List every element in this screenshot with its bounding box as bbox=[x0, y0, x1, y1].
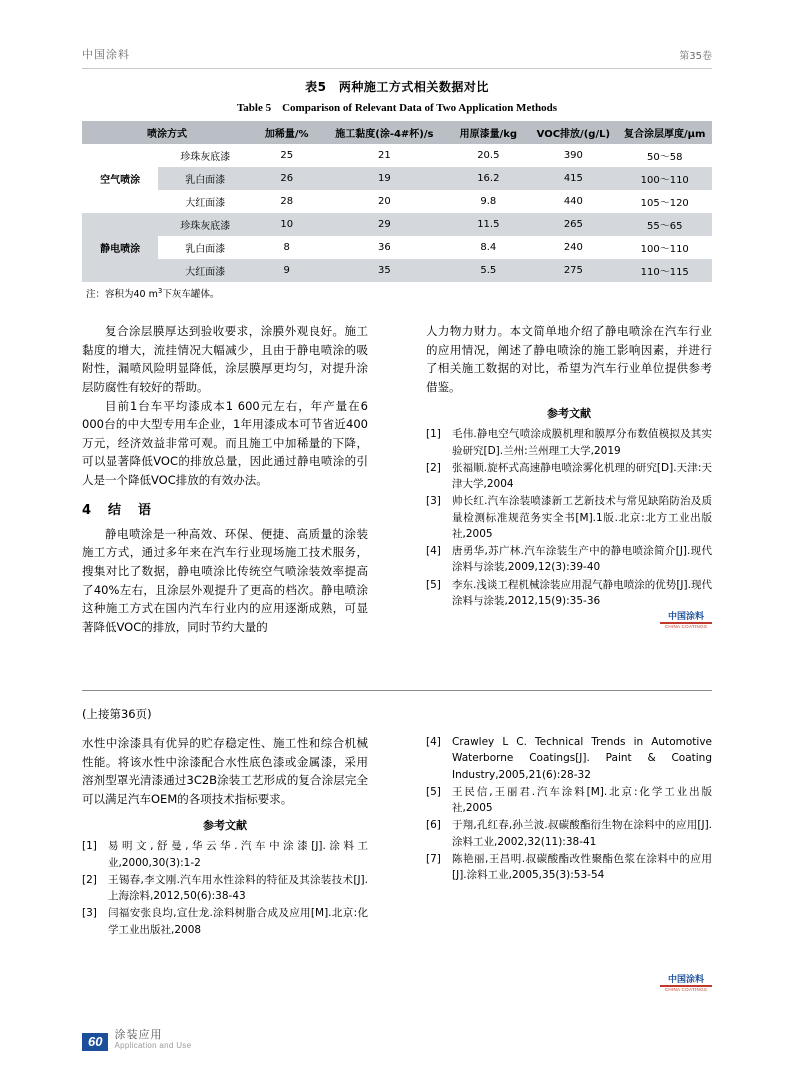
row-name: 大红面漆 bbox=[158, 190, 252, 213]
cell-dilution: 8 bbox=[252, 236, 321, 259]
reference-number: [6] bbox=[426, 819, 441, 832]
reference-text: 王锡春,李文刚.汽车用水性涂料的特征及其涂装技术[J].上海涂料,2012,50(6):38-43 bbox=[108, 873, 368, 903]
references-heading: 参考文献 bbox=[203, 818, 247, 832]
logo-text-cn: 中国涂料 bbox=[667, 975, 704, 985]
reference-number: [2] bbox=[426, 461, 441, 474]
cell-dilution: 25 bbox=[252, 144, 321, 167]
reference-item bbox=[426, 577, 712, 610]
reference-number: [2] bbox=[82, 873, 97, 886]
china-coatings-logo bbox=[660, 612, 712, 632]
references-heading: 参考文献 bbox=[547, 406, 591, 420]
table-row bbox=[82, 190, 712, 213]
logo-text-en: CHINA COATINGS bbox=[664, 624, 708, 629]
cell-voc: 265 bbox=[529, 213, 617, 236]
paragraph: 复合涂层膜厚达到验收要求，涂膜外观良好。施工黏度的增大，流挂情况大幅减少，且由于静电喷涂的吸附性，漏喷风险明显降低，涂层膜厚更均匀，对提升涂层防腐性有较好的帮助。 bbox=[82, 324, 368, 394]
cell-voc: 440 bbox=[529, 190, 617, 213]
cell-viscosity: 21 bbox=[321, 144, 447, 167]
reference-number: [5] bbox=[426, 785, 441, 798]
reference-text: 唐勇华,苏广林.汽车涂装生产中的静电喷涂简介[J].现代涂料与涂装,2009,12(3):39-40 bbox=[452, 545, 712, 574]
reference-item bbox=[426, 426, 712, 459]
cell-viscosity: 20 bbox=[321, 190, 447, 213]
row-name: 珍珠灰底漆 bbox=[158, 213, 252, 236]
reference-number: [3] bbox=[426, 495, 441, 508]
reference-item bbox=[426, 734, 712, 783]
reference-text: 帅长红.汽车涂装喷漆新工艺新技术与常见缺陷防治及质量检测标准规范务实全书[M].1版.北京:北方工业出版社,2005 bbox=[452, 495, 712, 540]
cell-viscosity: 29 bbox=[321, 213, 447, 236]
table-row bbox=[82, 167, 712, 190]
col-header-viscosity: 施工黏度(涂-4#杯)/s bbox=[321, 121, 447, 144]
reference-item bbox=[426, 460, 712, 493]
reference-text: 李东.浅谈工程机械涂装应用混气静电喷涂的优势[J].现代涂料与涂装,2012,15(9):35-36 bbox=[452, 578, 712, 607]
section-heading: 4 结 语 bbox=[82, 502, 154, 518]
reference-number: [3] bbox=[82, 907, 97, 920]
cell-paint: 9.8 bbox=[447, 190, 529, 213]
reference-item bbox=[426, 851, 712, 884]
logo-text-cn: 中国涂料 bbox=[667, 612, 704, 622]
row-name: 乳白面漆 bbox=[158, 167, 252, 190]
reference-text: 闫福安张良均,宣仕龙.涂料树脂合成及应用[M].北京:化学工业出版社,2008 bbox=[108, 907, 368, 936]
reference-text: 陈艳丽,王昌明.叔碳酸酯改性聚酯色浆在涂料中的应用[J].涂料工业,2005,35(3):53-54 bbox=[452, 852, 712, 882]
reference-number: [1] bbox=[426, 428, 441, 441]
section-divider bbox=[82, 690, 712, 691]
cell-voc: 275 bbox=[529, 259, 617, 282]
cell-voc: 240 bbox=[529, 236, 617, 259]
table-row bbox=[82, 213, 712, 236]
volume-label: 第35卷 bbox=[679, 51, 712, 62]
cell-thickness: 100～110 bbox=[617, 236, 712, 259]
reference-list bbox=[426, 426, 712, 609]
cell-paint: 16.2 bbox=[447, 167, 529, 190]
cell-paint: 5.5 bbox=[447, 259, 529, 282]
reference-item bbox=[426, 493, 712, 542]
cell-dilution: 28 bbox=[252, 190, 321, 213]
cell-voc: 415 bbox=[529, 167, 617, 190]
row-group-air: 空气喷涂 bbox=[82, 144, 158, 213]
cell-paint: 20.5 bbox=[447, 144, 529, 167]
cell-paint: 11.5 bbox=[447, 213, 529, 236]
reference-text: 毛伟.静电空气喷涂成膜机理和膜厚分布数值模拟及其实验研究[D].兰州:兰州理工大学,2019 bbox=[452, 428, 712, 457]
footer-section-label bbox=[114, 1028, 191, 1051]
reference-text: Crawley L C. Technical Trends in Automotive Waterborne Coatings[J]. Paint & Coating Industry,2005,21(6):28-32 bbox=[452, 736, 712, 781]
footer-label-en: Application and Use bbox=[114, 1041, 192, 1050]
table-row bbox=[82, 236, 712, 259]
continued-columns bbox=[82, 734, 712, 1054]
col-header-paint-amount: 用原漆量/kg bbox=[447, 121, 529, 144]
continued-right-column bbox=[426, 734, 712, 884]
cell-thickness: 110～115 bbox=[617, 259, 712, 282]
table-block bbox=[82, 78, 712, 300]
reference-text: 于翔,孔红春,孙兰波.叔碳酸酯衍生物在涂料中的应用[J].涂料工业,2002,32(11):38-41 bbox=[452, 819, 712, 848]
reference-item bbox=[82, 872, 368, 905]
row-name: 大红面漆 bbox=[158, 259, 252, 282]
logo-text-en: CHINA COATINGS bbox=[664, 987, 708, 992]
reference-number: [7] bbox=[426, 852, 441, 865]
continued-left-column bbox=[82, 734, 368, 939]
paragraph: 目前1台车平均漆成本1 600元左右，年产量在6 000台的中大型专用车企业，1年用漆成本可节省近400万元，经济效益非常可观。而且施工中加稀量的下降，可以显著降低VOC的排放总量，因此通过静电喷涂的引人是一个降低VOC排放的有效办法。 bbox=[82, 398, 368, 487]
reference-list bbox=[426, 734, 712, 883]
cell-dilution: 26 bbox=[252, 167, 321, 190]
page-number: 60 bbox=[82, 1033, 108, 1051]
reference-item bbox=[82, 905, 368, 938]
cell-viscosity: 35 bbox=[321, 259, 447, 282]
reference-item bbox=[426, 543, 712, 576]
table-title-en: Table 5 Comparison of Relevant Data of Two Application Methods bbox=[236, 102, 558, 114]
reference-text: 王民信,王丽君.汽车涂料[M].北京:化学工业出版社,2005 bbox=[452, 785, 712, 815]
continued-from-label: (上接第36页) bbox=[82, 707, 152, 721]
reference-number: [4] bbox=[426, 736, 441, 748]
continued-article bbox=[82, 706, 712, 1054]
right-column bbox=[426, 322, 712, 610]
article-columns bbox=[82, 322, 712, 652]
paragraph: 静电喷涂是一种高效、环保、便捷、高质量的涂装施工方式，通过多年来在汽车行业现场施工技术服务，搜集对比了数据，静电喷涂比传统空气喷涂装效率提高了40%左右，且涂层外观提升了更高的档次。静电喷涂这种施工方式在国内汽车行业内的应用逐渐成熟，可显著降低VOC的排放，同时节约大量的 bbox=[82, 526, 368, 634]
reference-text: 张福顺.旋杯式高速静电喷涂雾化机理的研究[D].天津:天津大学,2004 bbox=[452, 461, 712, 491]
col-header-voc: VOC排放/(g/L) bbox=[529, 121, 617, 144]
cell-viscosity: 36 bbox=[321, 236, 447, 259]
reference-item bbox=[426, 784, 712, 817]
comparison-table bbox=[82, 121, 712, 282]
reference-number: [5] bbox=[426, 578, 441, 591]
cell-thickness: 50～58 bbox=[617, 144, 712, 167]
table-title-cn: 表5 两种施工方式相关数据对比 bbox=[305, 80, 489, 94]
paragraph: 水性中涂漆具有优异的贮存稳定性、施工性和综合机械性能。将该水性中涂漆配合水性底色漆或金属漆，采用溶剂型罩光清漆通过3C2B涂装工艺形成的复合涂层完全可以满足汽车OEM的各项技术指标要求。 bbox=[82, 736, 368, 806]
china-coatings-logo bbox=[660, 975, 712, 995]
col-header-method: 喷涂方式 bbox=[82, 121, 252, 144]
col-header-thickness: 复合涂层厚度/μm bbox=[617, 121, 712, 144]
reference-number: [1] bbox=[82, 840, 97, 853]
table-row bbox=[82, 259, 712, 282]
cell-dilution: 9 bbox=[252, 259, 321, 282]
reference-number: [4] bbox=[426, 545, 441, 558]
col-header-dilution: 加稀量/% bbox=[252, 121, 321, 144]
paragraph: 人力物力财力。本文简单地介绍了静电喷涂在汽车行业的应用情况，阐述了静电喷涂的施工影响因素，并进行了相关施工数据的对比，希望为汽车行业单位提供参考借鉴。 bbox=[426, 324, 712, 394]
page-footer bbox=[82, 1028, 191, 1051]
cell-dilution: 10 bbox=[252, 213, 321, 236]
reference-list bbox=[82, 838, 368, 938]
footer-label-cn: 涂装应用 bbox=[114, 1028, 163, 1041]
table-row bbox=[82, 144, 712, 167]
table-note: 注：容积为40 $m^3$下灰车罐体。 bbox=[86, 286, 220, 300]
journal-name: 中国涂料 bbox=[82, 48, 130, 61]
running-head bbox=[82, 46, 712, 69]
page-content bbox=[82, 0, 712, 1077]
row-name: 珍珠灰底漆 bbox=[158, 144, 252, 167]
cell-thickness: 55～65 bbox=[617, 213, 712, 236]
row-name: 乳白面漆 bbox=[158, 236, 252, 259]
cell-paint: 8.4 bbox=[447, 236, 529, 259]
cell-voc: 390 bbox=[529, 144, 617, 167]
cell-thickness: 100～110 bbox=[617, 167, 712, 190]
cell-thickness: 105～120 bbox=[617, 190, 712, 213]
reference-item bbox=[426, 817, 712, 850]
table-header-row bbox=[82, 121, 712, 144]
left-column bbox=[82, 322, 368, 636]
reference-item bbox=[82, 838, 368, 871]
cell-viscosity: 19 bbox=[321, 167, 447, 190]
row-group-electrostatic: 静电喷涂 bbox=[82, 213, 158, 282]
reference-text: 易明文,舒曼,华云华.汽车中涂漆[J].涂料工业,2000,30(3):1-2 bbox=[108, 840, 368, 869]
